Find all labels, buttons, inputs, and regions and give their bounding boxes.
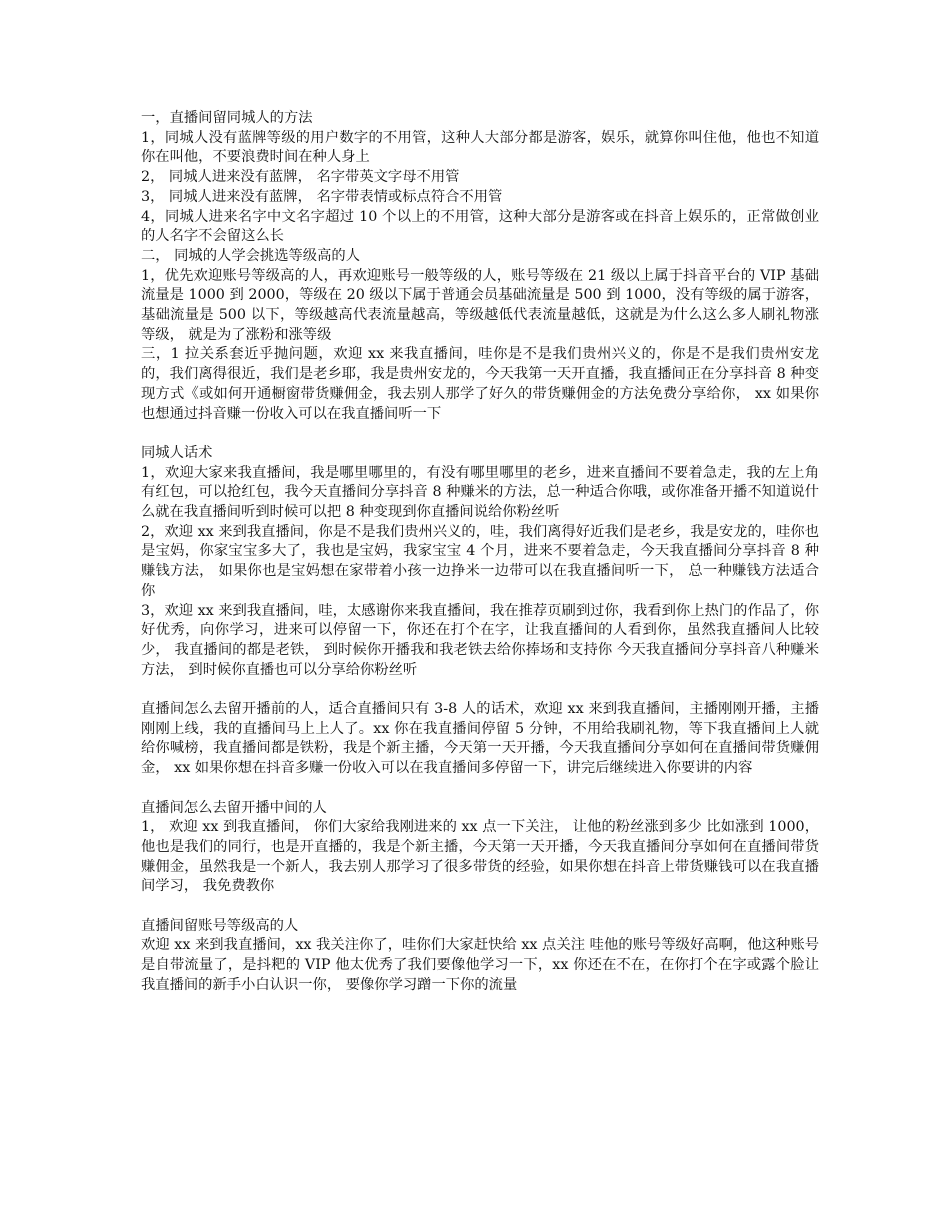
section-heading-mid-stream: 直播间怎么去留开播中间的人 — [141, 799, 327, 816]
section-heading-2: 二， 同城的人学会挑选等级高的人 — [141, 247, 360, 264]
paragraph: 欢迎 xx 来到我直播间，xx 我关注你了，哇你们大家赶快给 xx 点关注 哇他的账号等级好高啊，他这种账号是自带流量了，是抖粑的 VIP 他太优秀了我们要像他学习一下，xx 你还在不在，在你打个在字或露个脸让我直播间的新手小白认识一你， 要像你学习蹭一下你的流量 — [141, 937, 819, 993]
paragraph: 1，优先欢迎账号等级高的人，再欢迎账号一般等级的人，账号等级在 21 级以上属于抖音平台的 VIP 基础流量是 1000 到 2000，等级在 20 级以下属于普通会员基础流量是 500 到 1000，没有等级的属于游客，基础流量是 500 以下，等级越高代表流量越高，等级越低代表流量越低，这就是为什么这么多人刷礼物涨等级， 就是为了涨粉和涨等级 — [141, 267, 819, 343]
paragraph: 3，欢迎 xx 来到我直播间，哇，太感谢你来我直播间，我在推荐页刷到过你，我看到你上热门的作品了，你好优秀，向你学习，进来可以停留一下，你还在打个在字，让我直播间的人看到你，虽然我直播间人比较少， 我直播间的都是老铁， 到时候你开播我和我老铁去给你捧场和支持你 今天我直播间分享抖音八种赚米方法， 到时候你直播也可以分享给你粉丝听 — [141, 602, 819, 678]
paragraph: 3， 同城人进来没有蓝牌， 名字带表情或标点符合不用管 — [141, 188, 503, 205]
section-heading-3: 三，1 拉关系套近乎抛问题，欢迎 xx 来我直播间，哇你是不是我们贵州兴义的，你是不是我们贵州安龙的，我们离得很近，我们是老乡耶，我是贵州安龙的，今天我第一天开直播，我直播间正在分享抖音 8 种变现方式《或如何开通橱窗带货赚佣金，我去别人那学了好久的带货赚佣金的方法免费分享给你， xx 如果你也想通过抖音赚一份收入可以在我直播间听一下 — [141, 346, 819, 422]
paragraph: 2，欢迎 xx 来到我直播间，你是不是我们贵州兴义的，哇，我们离得好近我们是老乡，我是安龙的，哇你也是宝妈，你家宝宝多大了，我也是宝妈，我家宝宝 4 个月，进来不要着急走，今天我直播间分享抖音 8 种赚钱方法， 如果你也是宝妈想在家带着小孩一边挣米一边带可以在我直播间听一下， 总一种赚钱方法适合你 — [141, 523, 819, 599]
paragraph: 1，欢迎大家来我直播间，我是哪里哪里的，有没有哪里哪里的老乡，进来直播间不要着急走，我的左上角有红包，可以抢红包，我今天直播间分享抖音 8 种赚米的方法，总一种适合你哦，或你准备开播不知道说什么就在我直播间听到时候可以把 8 种变现到你直播间说给你粉丝听 — [141, 464, 819, 521]
section-heading-scripts: 同城人话术 — [141, 444, 213, 461]
paragraph: 4，同城人进来名字中文名字超过 10 个以上的不用管，这种大部分是游客或在抖音上娱乐的，正常做创业的人名字不会留这么长 — [141, 208, 819, 245]
blank-line — [141, 779, 819, 799]
paragraph: 1， 欢迎 xx 到我直播间， 你们大家给我刚进来的 xx 点一下关注， 让他的粉丝涨到多少 比如涨到 1000，他也是我们的同行，也是开直播的，我是个新主播，今天第一天开播，今天我直播间分享如何在直播间带货赚佣金，虽然我是一个新人，我去别人那学习了很多带货的经验，如果你想在抖音上带货赚钱可以在我直播间学习， 我免费教你 — [141, 819, 819, 895]
blank-line — [141, 424, 819, 444]
paragraph: 2， 同城人进来没有蓝牌， 名字带英文字母不用管 — [141, 169, 460, 186]
document-body — [141, 109, 819, 996]
blank-line — [141, 897, 819, 917]
blank-line — [141, 680, 819, 700]
paragraph: 1，同城人没有蓝牌等级的用户数字的不用管，这种人大部分都是游客，娱乐，就算你叫住他，他也不知道你在叫他，不要浪费时间在种人身上 — [141, 129, 819, 166]
paragraph: 直播间怎么去留开播前的人，适合直播间只有 3-8 人的话术，欢迎 xx 来到我直播间，主播刚刚开播，主播刚刚上线，我的直播间马上上人了。xx 你在我直播间停留 5 分钟，不用给我刷礼物，等下我直播间上人就给你喊榜，我直播间都是铁粉，我是个新主播，今天第一天开播，今天我直播间分享如何在直播间带货赚佣金， xx 如果你想在抖音多赚一份收入可以在我直播间多停留一下，讲完后继续进入你要讲的内容 — [141, 701, 819, 777]
section-heading-high-level: 直播间留账号等级高的人 — [141, 917, 299, 934]
section-heading-1: 一，直播间留同城人的方法 — [141, 110, 313, 126]
